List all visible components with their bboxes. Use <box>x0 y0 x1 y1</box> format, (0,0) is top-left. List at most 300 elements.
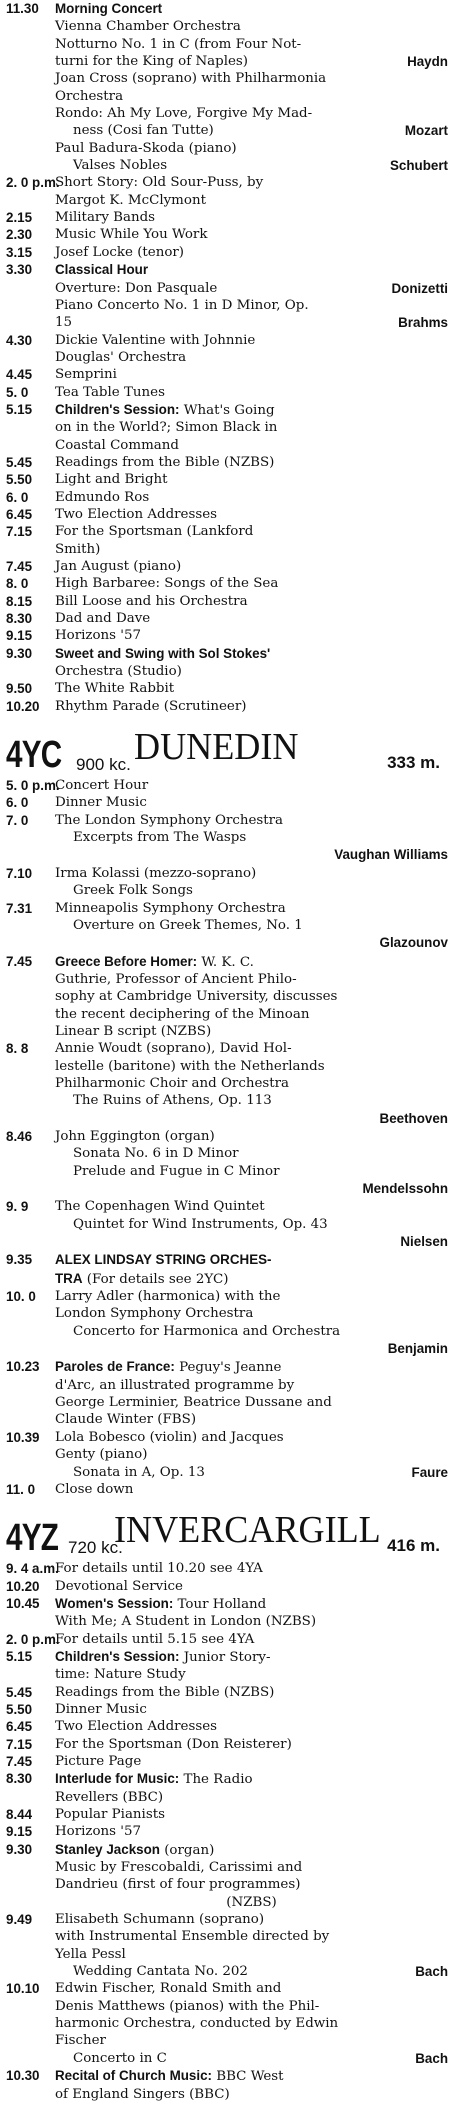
programme-line <box>55 610 448 627</box>
programme-text <box>55 1272 228 1287</box>
programme-entry <box>6 1251 448 1288</box>
programme-time: 7.15 <box>6 524 33 540</box>
programme-details <box>55 1040 448 1128</box>
programme-entry <box>6 261 448 331</box>
programme-text: Smith) <box>55 541 101 557</box>
station-city: INVERCARGILL <box>114 1509 381 1552</box>
programme-details <box>55 226 448 243</box>
station-wavelength: 333 m. <box>387 753 440 773</box>
composer-credit: Mendelssohn <box>362 1181 448 1196</box>
programme-time: 6. 0 <box>6 795 29 811</box>
programme-text: Jan August (piano) <box>55 559 182 574</box>
programme-time: 9.30 <box>6 645 33 661</box>
programme-line <box>55 280 448 297</box>
programme-line <box>55 36 448 53</box>
programme-description: W. K. C. <box>197 954 254 970</box>
programme-details <box>55 332 448 367</box>
programme-text: For details until 10.20 see 4YA <box>55 1561 263 1577</box>
programme-text <box>55 1597 266 1612</box>
programme-text: Yella Pessl <box>55 1946 126 1962</box>
programme-time: 9.49 <box>6 1912 33 1928</box>
programme-line <box>55 1128 448 1145</box>
programme-line <box>55 1560 448 1577</box>
composer-credit: Donizetti <box>391 280 448 296</box>
programme-details <box>55 593 448 610</box>
programme-text: Light and Bright <box>55 472 168 488</box>
programme-entry <box>6 1753 448 1770</box>
programme-entry <box>6 2067 448 2103</box>
programme-entry <box>6 1980 448 2067</box>
programme-time: 9.30 <box>6 1841 33 1857</box>
programme-text: Josef Locke (tenor) <box>55 244 185 260</box>
programme-time: 5. 0 p.m. <box>6 778 60 794</box>
programme-time: 8. 0 <box>6 576 29 592</box>
programme-text: Popular Pianists <box>55 1807 165 1822</box>
programme-text: Devotional Service <box>55 1578 183 1594</box>
programme-text: Concert Hour <box>55 778 149 794</box>
programme-line <box>55 645 448 663</box>
programme-details <box>55 1288 448 1358</box>
programme-details <box>55 1806 448 1823</box>
programme-line <box>55 900 448 917</box>
programme-entry <box>6 1806 448 1823</box>
programme-text: The White Rabbit <box>55 681 175 697</box>
programme-entry <box>6 953 448 1041</box>
programme-time: 10.30 <box>6 2068 40 2084</box>
programme-details <box>55 261 448 331</box>
programme-time: 2. 0 p.m. <box>6 1631 60 1647</box>
programme-line <box>55 846 448 864</box>
station-city: DUNEDIN <box>134 726 299 769</box>
programme-line <box>55 1023 448 1040</box>
programme-line <box>55 829 448 846</box>
composer-credit: Nielsen <box>400 1234 448 1250</box>
programme-time: 2. 0 p.m. <box>6 175 60 191</box>
programme-entry <box>6 593 448 610</box>
section-4ya-evening <box>6 0 448 715</box>
programme-text: The Ruins of Athens, Op. 113 <box>73 1093 272 1109</box>
composer-credit: Schubert <box>389 158 448 174</box>
programme-text: Wedding Cantata No. 202 <box>73 1964 248 1980</box>
programme-text: Concerto for Harmonica and Orchestra <box>73 1323 341 1339</box>
programme-line <box>55 917 448 934</box>
programme-text: The Copenhagen Wind Quintet <box>55 1199 265 1215</box>
programme-text: sophy at Cambridge University, discusses <box>55 989 338 1005</box>
programme-text: Tea Table Tunes <box>55 384 165 400</box>
programme-text: Notturno No. 1 in C (from Four Not- <box>55 36 302 52</box>
programme-text: Morning Concert <box>55 1 163 16</box>
programme-time: 5.45 <box>6 454 33 470</box>
programme-entry <box>6 1595 448 1631</box>
programme-line <box>55 2050 448 2067</box>
programme-description: The Radio <box>179 1772 253 1788</box>
composer-credit: Haydn <box>407 54 448 70</box>
programme-line <box>55 541 448 558</box>
programme-text: Lola Bobesco (violin) and Jacques <box>55 1429 284 1445</box>
programme-text: Dinner Music <box>55 1701 147 1717</box>
programme-text: With Me; A Student in London (NZBS) <box>55 1614 317 1630</box>
programme-text: Rondo: Ah My Love, Forgive My Mad- <box>55 106 313 122</box>
programme-time: 9. 9 <box>6 1199 29 1215</box>
programme-time: 10. 0 <box>6 1289 36 1305</box>
programme-line <box>55 1876 448 1893</box>
programme-line <box>55 53 448 70</box>
programme-time: 7.15 <box>6 1736 33 1752</box>
programme-details <box>55 523 448 558</box>
programme-line <box>55 1305 448 1322</box>
programme-text: Douglas' Orchestra <box>55 349 187 365</box>
programme-text: Elisabeth Schumann (soprano) <box>55 1912 265 1928</box>
programme-details <box>55 366 448 383</box>
programme-text: Dad and Dave <box>55 611 151 627</box>
programme-details <box>55 209 448 226</box>
programme-time: 6.45 <box>6 506 33 522</box>
programme-line <box>55 1233 448 1251</box>
programme-line <box>55 1894 448 1911</box>
programme-text: Concerto in C <box>73 2050 167 2066</box>
programme-text: the recent deciphering of the Minoan <box>55 1006 310 1022</box>
station-header-4yz <box>6 1504 448 1560</box>
programme-line <box>55 1058 448 1075</box>
programme-time: 6.45 <box>6 1719 33 1735</box>
programme-entry <box>6 1288 448 1358</box>
programme-line <box>55 558 448 575</box>
programme-entry <box>6 1198 448 1251</box>
programme-line <box>55 122 448 139</box>
programme-text: Dickie Valentine with Johnnie <box>55 332 256 348</box>
programme-entry <box>6 1128 448 1198</box>
programme-details <box>55 1578 448 1595</box>
programme-line <box>55 1595 448 1613</box>
programme-line <box>55 1006 448 1023</box>
programme-line <box>55 1928 448 1945</box>
programme-text: Quintet for Wind Instruments, Op. 43 <box>73 1216 328 1232</box>
programme-entry <box>6 1631 448 1648</box>
programme-line <box>55 1163 448 1180</box>
programme-details <box>55 1128 448 1198</box>
programme-entry <box>6 332 448 367</box>
programme-text: Orchestra <box>55 88 124 104</box>
programme-line <box>55 627 448 644</box>
programme-details <box>55 575 448 592</box>
programme-line <box>55 593 448 610</box>
programme-line <box>55 971 448 988</box>
programme-entry <box>6 794 448 811</box>
programme-description: Junior Story- <box>179 1649 271 1665</box>
programme-time: 8.44 <box>6 1807 33 1822</box>
programme-text: Two Election Addresses <box>55 1719 218 1735</box>
programme-line <box>55 244 448 261</box>
programme-details <box>55 1429 448 1481</box>
programme-entry <box>6 1911 448 1980</box>
programme-time: 5.15 <box>6 401 33 417</box>
programme-line <box>55 1823 448 1840</box>
programme-line <box>55 1198 448 1215</box>
programme-time: 8. 8 <box>6 1041 29 1057</box>
programme-line <box>55 349 448 366</box>
programme-line <box>55 680 448 697</box>
programme-details <box>55 1648 448 1684</box>
programme-text: Vienna Chamber Orchestra <box>55 19 241 35</box>
programme-details <box>55 1358 448 1428</box>
programme-line <box>55 1323 448 1340</box>
programme-line <box>55 2032 448 2049</box>
programme-details <box>55 0 448 174</box>
programme-entry <box>6 1481 448 1498</box>
programme-text: For the Sportsman (Lankford <box>55 524 254 540</box>
programme-text <box>55 1772 253 1787</box>
programme-line <box>55 1859 448 1876</box>
programme-text: Short Story: Old Sour-Puss, by <box>55 175 264 191</box>
composer-credit: Brahms <box>398 315 448 331</box>
programme-line <box>55 366 448 383</box>
programme-line <box>55 1411 448 1428</box>
programme-line <box>55 1980 448 1997</box>
station-call-sign: 4YC <box>6 734 62 777</box>
station-call-sign: 4YZ <box>6 1517 59 1560</box>
programme-time: 10.45 <box>6 1595 40 1611</box>
programme-entry <box>6 1736 448 1753</box>
programme-text: Overture: Don Pasquale <box>55 280 218 296</box>
programme-entry <box>6 1770 448 1806</box>
programme-line <box>55 297 448 314</box>
programme-text: George Lerminier, Beatrice Dussane and <box>55 1395 332 1411</box>
programme-title: Recital of Church Music: <box>55 2068 212 2084</box>
programme-line <box>55 523 448 540</box>
programme-time: 2.15 <box>6 210 33 226</box>
programme-line <box>55 174 448 191</box>
programme-line <box>55 384 448 401</box>
programme-details <box>55 1251 448 1288</box>
programme-text: Genty (piano) <box>55 1447 148 1463</box>
programme-text <box>55 1650 270 1665</box>
programme-time: 3.30 <box>6 262 33 278</box>
programme-line <box>55 794 448 811</box>
programme-text: Horizons '57 <box>55 1824 142 1840</box>
programme-details <box>55 489 448 506</box>
programme-entry <box>6 1718 448 1735</box>
programme-time: 8.30 <box>6 611 33 627</box>
programme-title: Interlude for Music: <box>55 1771 180 1787</box>
programme-text: Music While You Work <box>55 227 208 243</box>
programme-description: Peguy's Jeanne <box>174 1360 282 1376</box>
programme-entry <box>6 610 448 627</box>
programme-details <box>55 1560 448 1577</box>
programme-text: Valses Nobles <box>73 158 168 174</box>
programme-line <box>55 332 448 349</box>
programme-entry <box>6 174 448 209</box>
programme-details <box>55 1198 448 1251</box>
programme-text: Philharmonic Choir and Orchestra <box>55 1075 290 1091</box>
programme-details <box>55 471 448 488</box>
programme-entry <box>6 575 448 592</box>
programme-details <box>55 401 448 454</box>
programme-text: Classical Hour <box>55 262 149 278</box>
programme-entry <box>6 627 448 644</box>
programme-line <box>55 1251 448 1269</box>
programme-entry <box>6 812 448 865</box>
composer-credit: Faure <box>411 1464 448 1480</box>
station-frequency: 720 kc. <box>68 1538 123 1558</box>
programme-line <box>55 437 448 454</box>
programme-line <box>55 157 448 174</box>
programme-title: Paroles de France: <box>55 1359 175 1375</box>
programme-text: on in the World?; Simon Black in <box>55 420 278 436</box>
programme-text: John Eggington (organ) <box>55 1128 215 1144</box>
programme-details <box>55 1980 448 2067</box>
programme-line <box>55 489 448 506</box>
programme-details <box>55 680 448 697</box>
programme-title: Greece Before Homer: <box>55 953 198 969</box>
programme-description: BBC West <box>212 2069 284 2085</box>
programme-text: For details until 5.15 see 4YA <box>55 1631 255 1647</box>
programme-entry <box>6 471 448 488</box>
programme-text: 15 <box>55 315 73 331</box>
programme-line <box>55 314 448 331</box>
programme-text: with Instrumental Ensemble directed by <box>55 1929 330 1945</box>
programme-text: Coastal Command <box>55 437 179 453</box>
programme-line <box>55 401 448 419</box>
programme-line <box>55 1358 448 1376</box>
station-header-4yc <box>6 721 448 777</box>
programme-line <box>55 1770 448 1788</box>
programme-line <box>55 2015 448 2032</box>
programme-details <box>55 794 448 811</box>
programme-details <box>55 1701 448 1718</box>
programme-entry <box>6 1648 448 1684</box>
programme-entry <box>6 680 448 697</box>
programme-details <box>55 2067 448 2103</box>
programme-line <box>55 18 448 35</box>
programme-time: 9.15 <box>6 628 33 644</box>
programme-text: time: Nature Study <box>55 1667 186 1683</box>
programme-title: Stanley Jackson <box>55 1841 160 1857</box>
composer-credit: Glazounov <box>379 935 448 951</box>
programme-line <box>55 2086 448 2103</box>
programme-text: Excerpts from The Wasps <box>73 830 247 846</box>
programme-text: Paul Badura-Skoda (piano) <box>55 140 237 156</box>
programme-text: turni for the King of Naples) <box>55 54 249 70</box>
programme-line <box>55 140 448 157</box>
programme-details <box>55 812 448 865</box>
programme-title: Children's Session: <box>55 1648 180 1664</box>
programme-text: Edmundo Ros <box>55 489 150 505</box>
programme-details <box>55 384 448 401</box>
programme-text: Irma Kolassi (mezzo-soprano) <box>55 865 257 881</box>
programme-line <box>55 1684 448 1701</box>
programme-text: lestelle (baritone) with the Netherlands <box>55 1058 325 1074</box>
programme-description: (For details see 2YC) <box>82 1271 229 1287</box>
programme-time: 8.46 <box>6 1128 33 1144</box>
programme-time: 8.30 <box>6 1771 33 1787</box>
programme-entry <box>6 1358 448 1428</box>
programme-details <box>55 1684 448 1701</box>
composer-credit: Beethoven <box>379 1110 448 1126</box>
programme-entry <box>6 1578 448 1595</box>
programme-text: Margot K. McClymont <box>55 192 206 208</box>
programme-line <box>55 865 448 882</box>
programme-text <box>55 403 275 418</box>
programme-time: 5.50 <box>6 472 33 488</box>
programme-line <box>55 988 448 1005</box>
programme-entry <box>6 244 448 261</box>
station-frequency: 900 kc. <box>76 755 131 775</box>
programme-text: Joan Cross (soprano) with Philharmonia <box>55 71 327 87</box>
programme-line <box>55 2067 448 2085</box>
programme-text: Linear B script (NZBS) <box>55 1023 212 1039</box>
programme-line <box>55 1145 448 1162</box>
programme-line <box>55 261 448 279</box>
programme-line <box>55 575 448 592</box>
programme-entry <box>6 1823 448 1840</box>
programme-details <box>55 865 448 900</box>
programme-details <box>55 1753 448 1770</box>
programme-details <box>55 506 448 523</box>
programme-time: 10.23 <box>6 1359 40 1375</box>
programme-entry <box>6 0 448 174</box>
programme-text: ness (Cosi fan Tutte) <box>73 123 214 139</box>
programme-time: 10.20 <box>6 1578 40 1594</box>
programme-line <box>55 1613 448 1630</box>
programme-line <box>55 1092 448 1109</box>
programme-details <box>55 610 448 627</box>
programme-text: Sonata in A, Op. 13 <box>73 1464 205 1480</box>
programme-details <box>55 1481 448 1498</box>
programme-details <box>55 953 448 1041</box>
programme-text: Readings from the Bible (NZBS) <box>55 1684 275 1700</box>
programme-entry <box>6 777 448 794</box>
composer-credit: Mozart <box>404 123 448 139</box>
programme-line <box>55 88 448 105</box>
programme-text: The London Symphony Orchestra <box>55 812 284 828</box>
programme-text: Prelude and Fugue in C Minor <box>73 1163 280 1179</box>
programme-time: 9. 4 a.m. <box>6 1561 59 1577</box>
programme-line <box>55 777 448 794</box>
programme-line <box>55 419 448 436</box>
programme-time: 7.45 <box>6 559 33 574</box>
programme-text: Rhythm Parade (Scrutineer) <box>55 698 247 714</box>
programme-line <box>55 1110 448 1128</box>
programme-details <box>55 1770 448 1806</box>
programme-details <box>55 1595 448 1631</box>
programme-line <box>55 1631 448 1648</box>
programme-line <box>55 226 448 243</box>
programme-time: 9.15 <box>6 1824 33 1840</box>
programme-text: Overture on Greek Themes, No. 1 <box>73 917 303 933</box>
programme-time: 2.30 <box>6 227 33 243</box>
programme-text: London Symphony Orchestra <box>55 1306 254 1322</box>
programme-details <box>55 1718 448 1735</box>
programme-text: High Barbaree: Songs of the Sea <box>55 576 279 592</box>
programme-time: 9.35 <box>6 1252 33 1268</box>
programme-text: d'Arc, an illustrated programme by <box>55 1377 295 1393</box>
programme-details <box>55 627 448 644</box>
programme-text: Greek Folk Songs <box>73 883 193 899</box>
programme-line <box>55 1911 448 1928</box>
programme-entry <box>6 1560 448 1577</box>
programme-entry <box>6 1684 448 1701</box>
programme-time: 5.15 <box>6 1648 33 1664</box>
programme-line <box>55 953 448 971</box>
programme-details <box>55 1911 448 1980</box>
programme-line <box>55 1946 448 1963</box>
programme-text: Dandrieu (first of four programmes) <box>55 1877 301 1893</box>
section-4yz <box>6 1560 448 2103</box>
programme-line <box>55 1578 448 1595</box>
programme-line <box>55 1446 448 1463</box>
programme-text <box>55 955 254 970</box>
programme-line <box>55 1180 448 1198</box>
